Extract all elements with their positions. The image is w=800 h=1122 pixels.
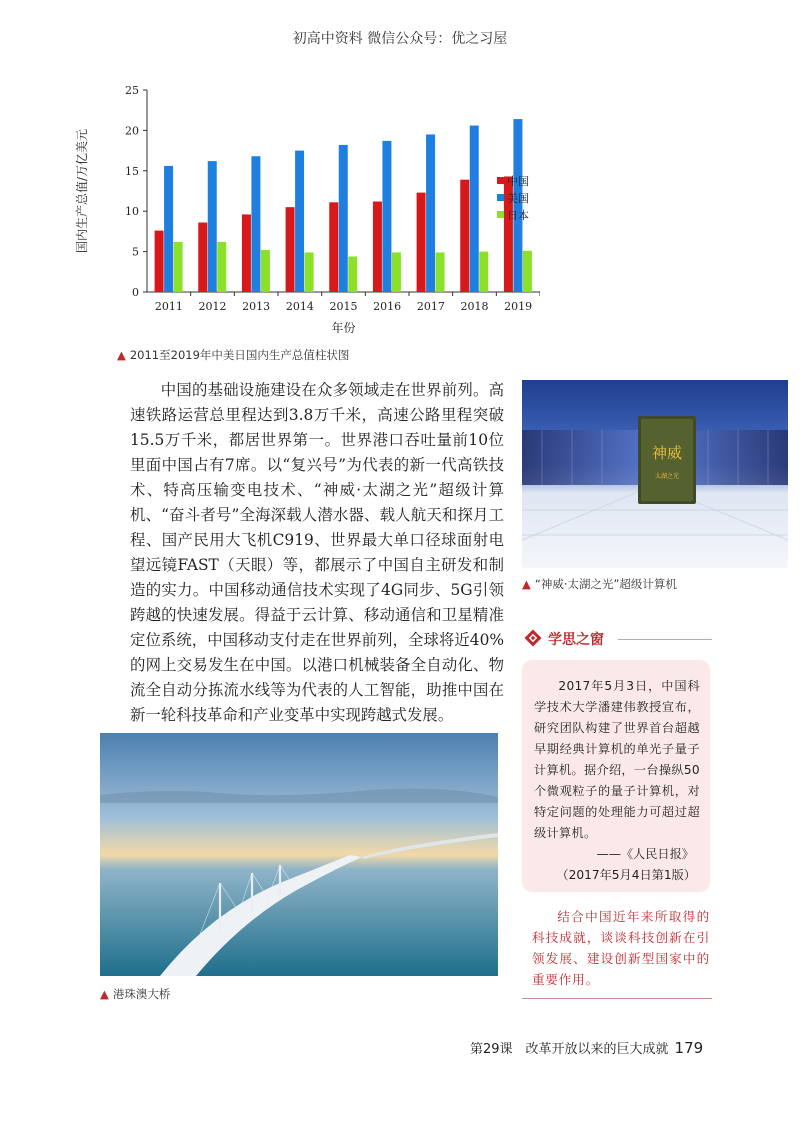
legend-label: 美国 bbox=[507, 192, 529, 205]
x-tick-label: 2015 bbox=[329, 300, 358, 313]
legend-swatch-日本 bbox=[497, 211, 504, 218]
bar-中国 bbox=[286, 207, 295, 292]
chart-caption bbox=[117, 347, 349, 363]
supercomputer-caption-text: “神威·太湖之光”超级计算机 bbox=[534, 577, 677, 591]
bar-中国 bbox=[198, 223, 207, 292]
bar-中国 bbox=[155, 231, 164, 292]
bar-美国 bbox=[208, 161, 217, 292]
bar-美国 bbox=[164, 166, 173, 292]
bar-美国 bbox=[295, 151, 304, 292]
page-footer bbox=[470, 1038, 703, 1057]
title-divider bbox=[618, 639, 712, 640]
y-tick-label: 0 bbox=[132, 286, 139, 299]
triangle-icon: ▲ bbox=[117, 348, 126, 362]
x-axis-label: 年份 bbox=[331, 321, 356, 335]
x-tick-label: 2018 bbox=[460, 300, 489, 313]
bar-日本 bbox=[217, 242, 226, 292]
y-tick-label: 15 bbox=[125, 164, 139, 178]
window-title: 学思之窗 bbox=[548, 632, 604, 648]
y-tick-label: 5 bbox=[132, 245, 139, 259]
triangle-icon: ▲ bbox=[100, 987, 109, 1001]
x-tick-label: 2011 bbox=[154, 300, 183, 313]
page-header: 初高中资料 微信公众号：优之习屋 bbox=[292, 31, 508, 47]
x-tick-label: 2014 bbox=[285, 300, 314, 313]
body-paragraph: 中国的基础设施建设在众多领域走在世界前列。高速铁路运营总里程达到3.8万千米，高速公路里程突破15.5万千米，都居世界第一。世界港口吞吐量前10位里面中国占有7席。以“复兴号”为代表的新一代高铁技术、特高压输变电技术、“神威·太湖之光”超级计算机、“奋斗者号”全海深载人潜水器、载人航天和探月工程、国产民用大飞机C919、世界最大单口径球面射电望远镜FAST（天眼）等，都展示了中国自主研发和制造的实力。中国移动通信技术实现了4G同步、5G引领跨越的快速发展。得益于云计算、移动通信和卫星精准定位系统，中国移动支付走在世界前列，全球将近40%的网上交易发生在中国。以港口机械装备全自动化、物流全自动分拣流水线等为代表的人工智能，助推中国在新一轮科技革命和产业变革中实现跨越式发展。 bbox=[130, 381, 504, 724]
page-number: 179 bbox=[674, 1039, 704, 1057]
x-tick-label: 2013 bbox=[242, 300, 271, 313]
bar-中国 bbox=[329, 202, 338, 292]
bar-中国 bbox=[460, 180, 469, 292]
bridge-caption bbox=[100, 986, 170, 1002]
discussion-question: 结合中国近年来所取得的科技成就，谈谈科技创新在引领发展、建设创新型国家中的重要作用。 bbox=[532, 909, 710, 987]
bar-中国 bbox=[417, 193, 426, 292]
shenwei-logo-subtext: 太湖之光 bbox=[654, 473, 680, 480]
bar-日本 bbox=[174, 242, 183, 292]
study-window-box bbox=[522, 660, 710, 892]
shenwei-logo-text: 神威 bbox=[651, 444, 683, 462]
question-divider bbox=[522, 998, 712, 999]
bridge-caption-text: 港珠澳大桥 bbox=[112, 987, 171, 1001]
bar-美国 bbox=[470, 126, 479, 292]
x-tick-label: 2017 bbox=[416, 300, 445, 313]
bar-美国 bbox=[251, 156, 260, 292]
bar-日本 bbox=[523, 251, 532, 292]
bridge-photo bbox=[100, 733, 498, 976]
window-title-row bbox=[522, 627, 712, 649]
bar-日本 bbox=[305, 252, 314, 292]
gdp-bar-chart bbox=[60, 70, 540, 345]
bar-日本 bbox=[479, 252, 488, 292]
triangle-icon: ▲ bbox=[522, 577, 531, 591]
bar-中国 bbox=[242, 214, 251, 292]
y-axis-label: 国内生产总值/万亿美元 bbox=[75, 128, 89, 254]
bar-日本 bbox=[348, 256, 357, 292]
bar-日本 bbox=[392, 252, 401, 292]
chart-caption-text: 2011至2019年中美日国内生产总值柱状图 bbox=[129, 348, 350, 362]
legend-label: 日本 bbox=[507, 209, 529, 222]
x-tick-label: 2019 bbox=[504, 300, 533, 313]
legend-label: 中国 bbox=[507, 175, 529, 188]
bar-日本 bbox=[436, 252, 445, 292]
bar-美国 bbox=[513, 119, 522, 292]
footer-lesson: 第29课 改革开放以来的巨大成就 bbox=[470, 1042, 669, 1057]
bar-日本 bbox=[261, 250, 270, 292]
bar-美国 bbox=[382, 141, 391, 292]
window-text: 2017年5月3日，中国科学技术大学潘建伟教授宣布，研究团队构建了世界首台超越早期经典计算机的单光子量子计算机。据介绍，一台操纵50个微观粒子的量子计算机，对特定问题的处理能力可超过超级计算机。 bbox=[534, 679, 700, 840]
window-date: （2017年5月4日第1版） bbox=[556, 868, 696, 882]
y-tick-label: 25 bbox=[125, 84, 139, 97]
y-tick-label: 10 bbox=[125, 205, 139, 219]
bar-中国 bbox=[373, 202, 382, 292]
x-tick-label: 2016 bbox=[373, 300, 402, 313]
x-tick-label: 2012 bbox=[198, 300, 227, 313]
legend-swatch-中国 bbox=[497, 177, 504, 184]
supercomputer-caption bbox=[522, 576, 677, 592]
window-source: ——《人民日报》 bbox=[596, 847, 694, 861]
legend-swatch-美国 bbox=[497, 194, 504, 201]
diamond-pattern-icon bbox=[524, 629, 542, 647]
y-tick-label: 20 bbox=[125, 124, 139, 138]
bar-美国 bbox=[339, 145, 348, 292]
supercomputer-photo bbox=[522, 380, 788, 568]
bar-美国 bbox=[426, 134, 435, 292]
